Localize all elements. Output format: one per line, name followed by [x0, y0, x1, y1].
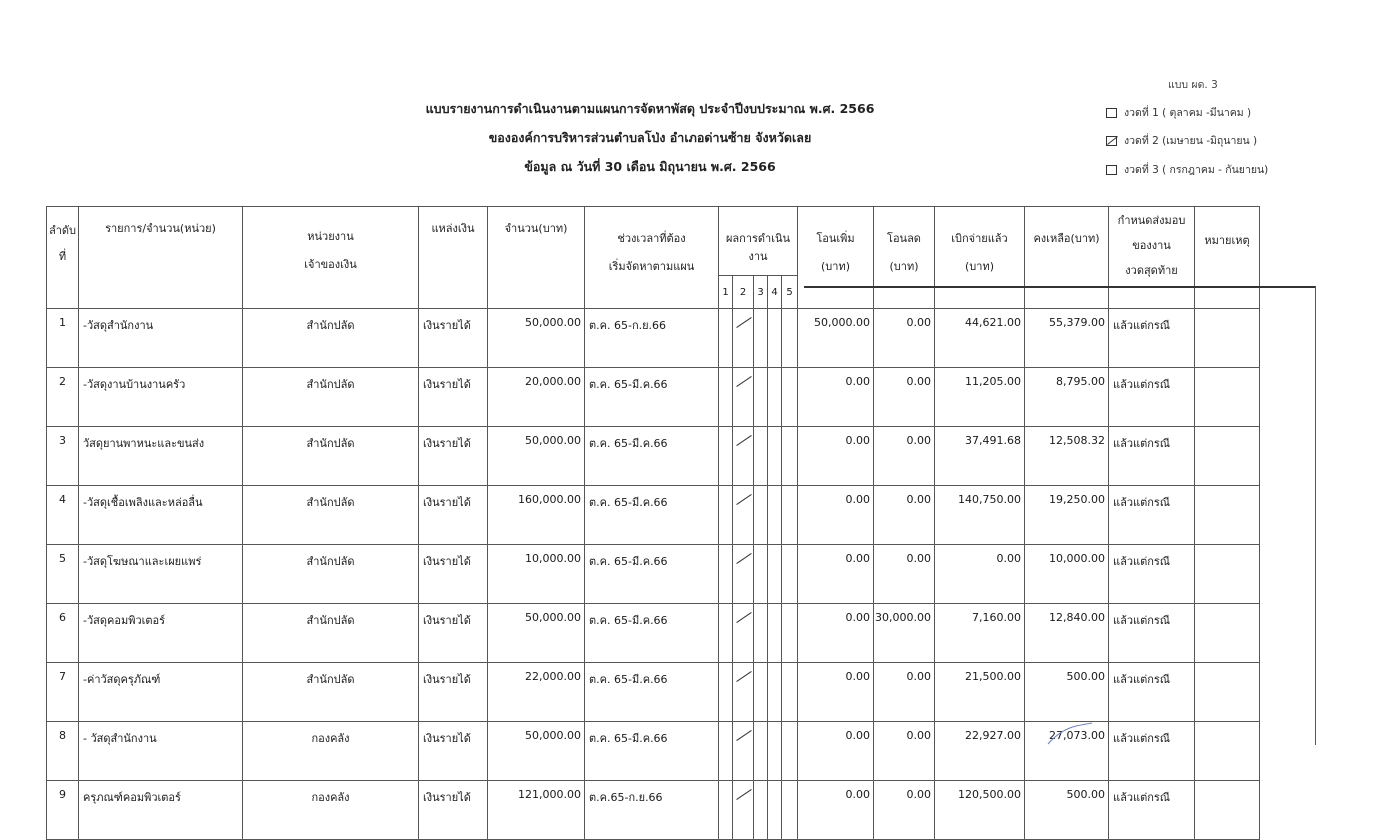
- row-no: 2: [47, 368, 79, 427]
- col-header-remark: [1195, 207, 1260, 309]
- report-organization: ขององค์การบริหารส่วนตำบลโป่ง อำเภอด่านซ้าย จังหวัดเลย: [488, 130, 812, 145]
- row-phase-5: [782, 368, 798, 427]
- row-amount: 10,000.00: [488, 545, 585, 604]
- quarter-1-label: งวดที่ 1 ( ตุลาคม -มีนาคม ): [1124, 107, 1252, 119]
- row-disbursed: 120,500.00: [935, 781, 1025, 840]
- row-amount: 50,000.00: [488, 722, 585, 781]
- row-phase-2: [733, 545, 754, 604]
- row-no: 9: [47, 781, 79, 840]
- row-phase-1: [719, 427, 733, 486]
- phase-tick-mark: [736, 435, 751, 446]
- row-disbursed: 11,205.00: [935, 368, 1025, 427]
- row-phase-2: [733, 781, 754, 840]
- row-remark: [1195, 486, 1260, 545]
- row-phase-4: [768, 663, 782, 722]
- row-unit: กองคลัง: [243, 781, 419, 840]
- col-header-balance: [1025, 207, 1109, 309]
- row-transfer-out: 0.00: [874, 545, 935, 604]
- col-header-period-line2: เริ่มจัดหาตามแผน: [608, 260, 695, 273]
- row-transfer-out: 0.00: [874, 663, 935, 722]
- row-phase-5: [782, 486, 798, 545]
- col-header-transfer-in-line2: (บาท): [821, 260, 850, 273]
- row-disbursed: 21,500.00: [935, 663, 1025, 722]
- row-no: 5: [47, 545, 79, 604]
- row-amount: 50,000.00: [488, 309, 585, 368]
- row-phase-3: [754, 781, 768, 840]
- col-header-deadline-line3: งวดสุดท้าย: [1125, 264, 1178, 277]
- col-header-transfer-out: [874, 207, 935, 309]
- col-header-item: [79, 207, 243, 309]
- signature-scribble: [1046, 722, 1094, 746]
- phase-header-1: 1: [719, 276, 733, 309]
- row-balance: 12,508.32: [1025, 427, 1109, 486]
- row-phase-5: [782, 545, 798, 604]
- row-balance: 55,379.00: [1025, 309, 1109, 368]
- quarter-2-label: งวดที่ 2 (เมษายน -มิถุนายน ): [1124, 135, 1258, 147]
- row-phase-1: [719, 368, 733, 427]
- row-disbursed: 22,927.00: [935, 722, 1025, 781]
- row-remark: [1195, 427, 1260, 486]
- row-unit: สำนักปลัด: [243, 604, 419, 663]
- row-no: 3: [47, 427, 79, 486]
- row-item: -วัสดุสำนักงาน: [79, 309, 243, 368]
- row-phase-1: [719, 604, 733, 663]
- quarter-3-option[interactable]: [1106, 161, 1268, 178]
- row-period: ต.ค. 65-มี.ค.66: [585, 722, 719, 781]
- form-code: แบบ ผด. 3: [1168, 79, 1218, 91]
- row-remark: [1195, 781, 1260, 840]
- row-phase-2: [733, 427, 754, 486]
- row-amount: 22,000.00: [488, 663, 585, 722]
- phase-tick-mark: [736, 317, 751, 328]
- row-phase-4: [768, 486, 782, 545]
- row-phase-3: [754, 722, 768, 781]
- col-header-deadline: [1109, 207, 1195, 309]
- row-transfer-out: 0.00: [874, 781, 935, 840]
- row-unit: สำนักปลัด: [243, 427, 419, 486]
- col-header-unit-line2: เจ้าของเงิน: [304, 258, 357, 271]
- phase-tick-mark: [736, 789, 751, 800]
- row-phase-1: [719, 309, 733, 368]
- row-unit: สำนักปลัด: [243, 309, 419, 368]
- col-header-item-label: รายการ/จำนวน(หน่วย): [105, 222, 216, 235]
- row-phase-2: [733, 722, 754, 781]
- quarter-1-checkbox[interactable]: [1106, 108, 1117, 118]
- col-header-amount: [488, 207, 585, 309]
- row-balance: 19,250.00: [1025, 486, 1109, 545]
- row-phase-2: [733, 309, 754, 368]
- col-header-transfer-in-line1: โอนเพิ่ม: [816, 232, 855, 245]
- quarter-1-option[interactable]: [1106, 104, 1251, 121]
- table-row: [47, 486, 1260, 545]
- row-deadline: แล้วแต่กรณี: [1109, 486, 1195, 545]
- row-period: ต.ค. 65-ก.ย.66: [585, 309, 719, 368]
- col-header-disbursed-line2: (บาท): [965, 260, 994, 273]
- row-balance: 12,840.00: [1025, 604, 1109, 663]
- row-amount: 50,000.00: [488, 427, 585, 486]
- table-row: [47, 368, 1260, 427]
- row-phase-1: [719, 545, 733, 604]
- row-phase-3: [754, 663, 768, 722]
- row-item: - วัสดุสำนักงาน: [79, 722, 243, 781]
- row-unit: กองคลัง: [243, 722, 419, 781]
- row-balance: 27,073.00: [1025, 722, 1109, 781]
- table-row: [47, 663, 1260, 722]
- row-remark: [1195, 604, 1260, 663]
- row-deadline: แล้วแต่กรณี: [1109, 781, 1195, 840]
- phase-tick-mark: [736, 612, 751, 623]
- row-transfer-in: 0.00: [798, 545, 874, 604]
- table-row: [47, 427, 1260, 486]
- row-phase-3: [754, 486, 768, 545]
- row-deadline: แล้วแต่กรณี: [1109, 604, 1195, 663]
- quarter-3-label: งวดที่ 3 ( กรกฎาคม - กันยายน): [1124, 164, 1269, 176]
- row-no: 6: [47, 604, 79, 663]
- row-item: -วัสดุงานบ้านงานครัว: [79, 368, 243, 427]
- row-remark: [1195, 663, 1260, 722]
- col-header-amount-label: จำนวน(บาท): [504, 222, 568, 235]
- row-no: 7: [47, 663, 79, 722]
- row-phase-5: [782, 309, 798, 368]
- row-item: -วัสดุเชื้อเพลิงและหล่อลื่น: [79, 486, 243, 545]
- phase-tick-mark: [736, 730, 751, 741]
- col-header-unit-line1: หน่วยงาน: [307, 230, 354, 243]
- col-header-no: [47, 207, 79, 309]
- row-phase-5: [782, 427, 798, 486]
- report-body: [47, 309, 1260, 840]
- table-row: [47, 309, 1260, 368]
- col-header-source: [419, 207, 488, 309]
- col-header-transfer-out-line2: (บาท): [889, 260, 919, 273]
- row-transfer-out: 0.00: [874, 722, 935, 781]
- row-source: เงินรายได้: [419, 545, 488, 604]
- row-period: ต.ค. 65-มี.ค.66: [585, 368, 719, 427]
- row-phase-4: [768, 781, 782, 840]
- row-deadline: แล้วแต่กรณี: [1109, 663, 1195, 722]
- row-disbursed: 44,621.00: [935, 309, 1025, 368]
- col-header-transfer-out-line1: โอนลด: [887, 232, 921, 245]
- row-item: วัสดุยานพาหนะและขนส่ง: [79, 427, 243, 486]
- row-transfer-out: 0.00: [874, 368, 935, 427]
- col-header-disbursed: [935, 207, 1025, 309]
- row-remark: [1195, 368, 1260, 427]
- col-header-balance-label: คงเหลือ(บาท): [1033, 232, 1100, 245]
- col-header-deadline-line1: กำหนดส่งมอบ: [1117, 214, 1186, 227]
- row-phase-5: [782, 722, 798, 781]
- row-phase-1: [719, 722, 733, 781]
- row-amount: 121,000.00: [488, 781, 585, 840]
- col-header-remark-label: หมายเหตุ: [1204, 234, 1250, 247]
- col-header-disbursed-line1: เบิกจ่ายแล้ว: [951, 232, 1008, 245]
- row-remark: [1195, 545, 1260, 604]
- row-phase-3: [754, 309, 768, 368]
- row-unit: สำนักปลัด: [243, 545, 419, 604]
- row-phase-4: [768, 722, 782, 781]
- row-transfer-in: 0.00: [798, 781, 874, 840]
- row-balance: 8,795.00: [1025, 368, 1109, 427]
- row-transfer-in: 0.00: [798, 663, 874, 722]
- phase-tick-mark: [736, 376, 751, 387]
- row-source: เงินรายได้: [419, 309, 488, 368]
- phase-tick-mark: [736, 494, 751, 505]
- col-header-deadline-line2: ของงาน: [1132, 239, 1171, 252]
- row-transfer-in: 0.00: [798, 427, 874, 486]
- phase-header-2: 2: [733, 276, 754, 309]
- row-unit: สำนักปลัด: [243, 663, 419, 722]
- row-period: ต.ค. 65-มี.ค.66: [585, 663, 719, 722]
- row-source: เงินรายได้: [419, 368, 488, 427]
- col-header-progress: [719, 207, 798, 276]
- report-date: ข้อมูล ณ วันที่ 30 เดือน มิถุนายน พ.ศ. 2566: [524, 159, 776, 174]
- col-header-progress-label: ผลการดำเนินงาน: [725, 232, 791, 263]
- row-no: 1: [47, 309, 79, 368]
- row-no: 8: [47, 722, 79, 781]
- row-disbursed: 140,750.00: [935, 486, 1025, 545]
- col-header-source-label: แหล่งเงิน: [431, 222, 475, 235]
- row-transfer-out: 30,000.00: [874, 604, 935, 663]
- row-transfer-in: 0.00: [798, 604, 874, 663]
- col-header-period-line1: ช่วงเวลาที่ต้อง: [617, 232, 686, 245]
- phase-tick-mark: [736, 671, 751, 682]
- quarter-2-option[interactable]: [1106, 132, 1257, 149]
- row-transfer-in: 0.00: [798, 486, 874, 545]
- row-period: ต.ค. 65-มี.ค.66: [585, 427, 719, 486]
- row-phase-3: [754, 427, 768, 486]
- row-transfer-out: 0.00: [874, 427, 935, 486]
- row-source: เงินรายได้: [419, 486, 488, 545]
- row-phase-3: [754, 368, 768, 427]
- col-header-no-line1: ลำดับ: [48, 224, 77, 237]
- table-row: [47, 545, 1260, 604]
- row-period: ต.ค.65-ก.ย.66: [585, 781, 719, 840]
- row-phase-2: [733, 663, 754, 722]
- row-phase-3: [754, 545, 768, 604]
- row-disbursed: 37,491.68: [935, 427, 1025, 486]
- col-header-no-line2: ที่: [58, 250, 67, 263]
- row-transfer-in: 0.00: [798, 722, 874, 781]
- row-source: เงินรายได้: [419, 781, 488, 840]
- row-item: -ค่าวัสดุครุภัณฑ์: [79, 663, 243, 722]
- row-remark: [1195, 722, 1260, 781]
- table-row: [47, 604, 1260, 663]
- phase-header-4: 4: [768, 276, 782, 309]
- row-phase-2: [733, 604, 754, 663]
- row-item: -วัสดุโฆษณาและเผยแพร่: [79, 545, 243, 604]
- row-deadline: แล้วแต่กรณี: [1109, 427, 1195, 486]
- col-header-unit: [243, 207, 419, 309]
- quarter-2-checkbox[interactable]: [1106, 136, 1117, 146]
- row-item: ครุภณฑ์คอมพิวเตอร์: [79, 781, 243, 840]
- header-divider-line: [804, 286, 1315, 288]
- phase-header-5: 5: [782, 276, 798, 309]
- row-source: เงินรายได้: [419, 604, 488, 663]
- row-period: ต.ค. 65-มี.ค.66: [585, 545, 719, 604]
- phase-header-3: 3: [754, 276, 768, 309]
- row-deadline: แล้วแต่กรณี: [1109, 545, 1195, 604]
- quarter-3-checkbox[interactable]: [1106, 165, 1117, 175]
- row-phase-2: [733, 486, 754, 545]
- row-phase-5: [782, 663, 798, 722]
- row-phase-3: [754, 604, 768, 663]
- row-amount: 20,000.00: [488, 368, 585, 427]
- row-source: เงินรายได้: [419, 663, 488, 722]
- row-deadline: แล้วแต่กรณี: [1109, 309, 1195, 368]
- row-balance: 10,000.00: [1025, 545, 1109, 604]
- row-balance: 500.00: [1025, 781, 1109, 840]
- row-no: 4: [47, 486, 79, 545]
- row-phase-5: [782, 781, 798, 840]
- col-header-transfer-in: [798, 207, 874, 309]
- row-phase-1: [719, 781, 733, 840]
- row-phase-1: [719, 486, 733, 545]
- row-transfer-out: 0.00: [874, 309, 935, 368]
- row-phase-4: [768, 545, 782, 604]
- phase-tick-mark: [736, 553, 751, 564]
- row-amount: 160,000.00: [488, 486, 585, 545]
- row-phase-4: [768, 368, 782, 427]
- row-disbursed: 0.00: [935, 545, 1025, 604]
- row-source: เงินรายได้: [419, 427, 488, 486]
- col-header-period: [585, 207, 719, 309]
- row-remark: [1195, 309, 1260, 368]
- row-period: ต.ค. 65-มี.ค.66: [585, 486, 719, 545]
- row-balance: 500.00: [1025, 663, 1109, 722]
- row-unit: สำนักปลัด: [243, 486, 419, 545]
- row-source: เงินรายได้: [419, 722, 488, 781]
- row-amount: 50,000.00: [488, 604, 585, 663]
- row-transfer-in: 50,000.00: [798, 309, 874, 368]
- row-transfer-out: 0.00: [874, 486, 935, 545]
- row-phase-4: [768, 604, 782, 663]
- row-phase-5: [782, 604, 798, 663]
- extra-column-line: [1315, 286, 1316, 745]
- row-unit: สำนักปลัด: [243, 368, 419, 427]
- row-disbursed: 7,160.00: [935, 604, 1025, 663]
- row-phase-4: [768, 309, 782, 368]
- row-phase-4: [768, 427, 782, 486]
- row-phase-2: [733, 368, 754, 427]
- row-period: ต.ค. 65-มี.ค.66: [585, 604, 719, 663]
- table-row: [47, 781, 1260, 840]
- row-phase-1: [719, 663, 733, 722]
- row-transfer-in: 0.00: [798, 368, 874, 427]
- row-deadline: แล้วแต่กรณี: [1109, 368, 1195, 427]
- row-item: -วัสดุคอมพิวเตอร์: [79, 604, 243, 663]
- row-deadline: แล้วแต่กรณี: [1109, 722, 1195, 781]
- report-title: แบบรายงานการดำเนินงานตามแผนการจัดหาพัสดุ ประจำปีงบประมาณ พ.ศ. 2566: [425, 101, 875, 116]
